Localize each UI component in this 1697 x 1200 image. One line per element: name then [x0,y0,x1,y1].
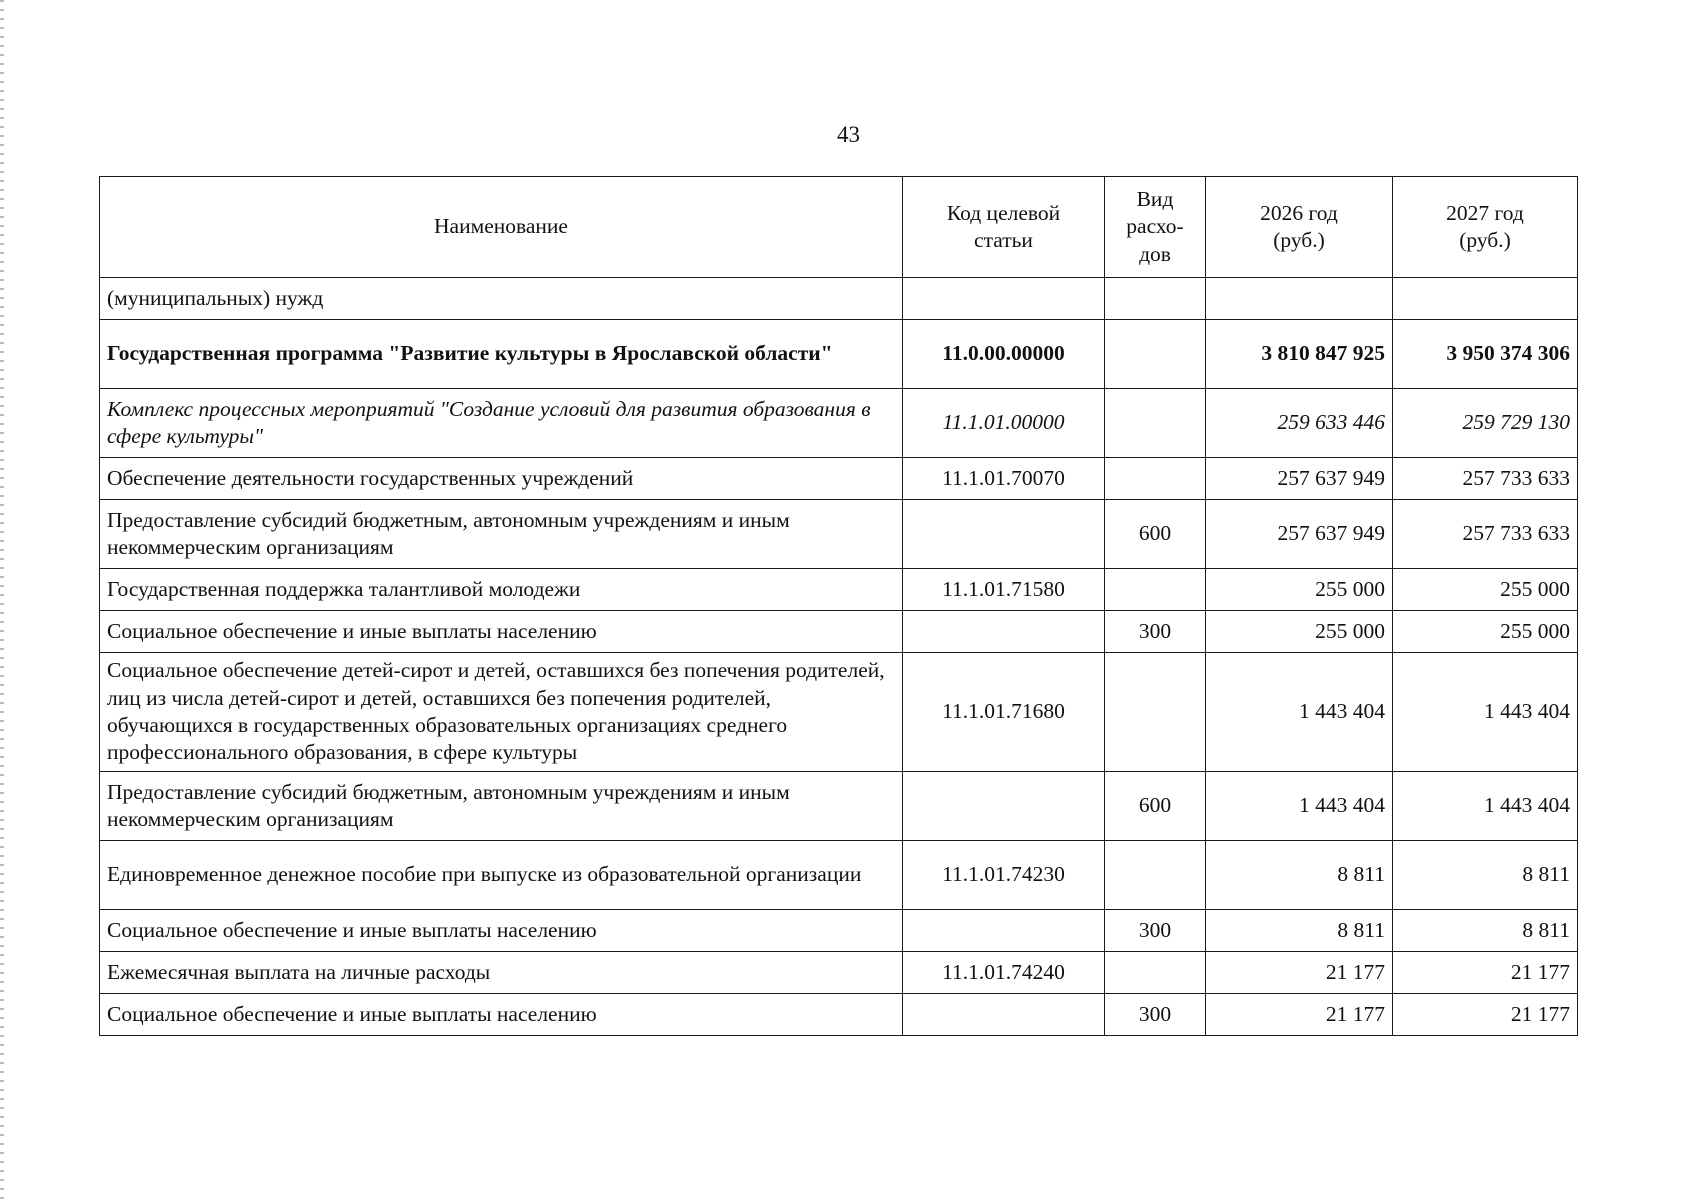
table-row [100,653,1578,772]
cell-name: Социальное обеспечение детей-сирот и детей, оставшихся без попечения родителей, лиц из числа детей-сирот и детей, оставшихся без попечения родителей, обучающихся в государственных образовательных организациях среднего профессионального образования, в сфере культуры [100,653,903,772]
cell-code [903,278,1105,320]
table-body [100,278,1578,1036]
cell-2026: 8 811 [1206,910,1393,952]
cell-vid: 600 [1105,500,1206,569]
cell-2026 [1206,278,1393,320]
cell-2027: 259 729 130 [1393,389,1578,458]
cell-name: Ежемесячная выплата на личные расходы [100,952,903,994]
cell-2026: 3 810 847 925 [1206,320,1393,389]
cell-code [903,994,1105,1036]
cell-2026: 259 633 446 [1206,389,1393,458]
cell-name: Предоставление субсидий бюджетным, автономным учреждениям и иным некоммерческим организациям [100,772,903,841]
cell-2026: 8 811 [1206,841,1393,910]
cell-vid [1105,389,1206,458]
cell-code [903,910,1105,952]
cell-vid: 300 [1105,611,1206,653]
cell-2026: 255 000 [1206,611,1393,653]
cell-vid [1105,952,1206,994]
cell-vid [1105,458,1206,500]
table-row [100,389,1578,458]
cell-name: Социальное обеспечение и иные выплаты населению [100,994,903,1036]
cell-name: (муниципальных) нужд [100,278,903,320]
table-row [100,569,1578,611]
table-row [100,841,1578,910]
cell-name: Обеспечение деятельности государственных учреждений [100,458,903,500]
cell-2027: 257 733 633 [1393,458,1578,500]
table-row [100,772,1578,841]
cell-name: Комплекс процессных мероприятий "Создание условий для развития образования в сфере культуры" [100,389,903,458]
table-row [100,952,1578,994]
cell-name: Государственная поддержка талантливой молодежи [100,569,903,611]
cell-2027: 257 733 633 [1393,500,1578,569]
cell-2026: 21 177 [1206,994,1393,1036]
header-name: Наименование [100,177,903,278]
cell-code [903,500,1105,569]
cell-2026: 21 177 [1206,952,1393,994]
cell-2027: 21 177 [1393,994,1578,1036]
cell-vid: 300 [1105,994,1206,1036]
cell-code: 11.0.00.00000 [903,320,1105,389]
table-row [100,500,1578,569]
cell-vid: 600 [1105,772,1206,841]
cell-code [903,611,1105,653]
cell-2027: 255 000 [1393,611,1578,653]
cell-vid: 300 [1105,910,1206,952]
cell-vid [1105,653,1206,772]
cell-code: 11.1.01.71680 [903,653,1105,772]
cell-2027 [1393,278,1578,320]
cell-code [903,772,1105,841]
cell-code: 11.1.01.74230 [903,841,1105,910]
header-2027: 2027 год (руб.) [1393,177,1578,278]
header-vid: Вид расхо-дов [1105,177,1206,278]
cell-code: 11.1.01.00000 [903,389,1105,458]
cell-vid [1105,320,1206,389]
cell-2027: 3 950 374 306 [1393,320,1578,389]
cell-name: Государственная программа "Развитие культуры в Ярославской области" [100,320,903,389]
cell-name: Социальное обеспечение и иные выплаты населению [100,611,903,653]
cell-2026: 1 443 404 [1206,772,1393,841]
table-row [100,320,1578,389]
table-header-row [100,177,1578,278]
cell-2026: 257 637 949 [1206,458,1393,500]
cell-2026: 255 000 [1206,569,1393,611]
table-row [100,994,1578,1036]
table-row [100,458,1578,500]
cell-2027: 8 811 [1393,910,1578,952]
cell-code: 11.1.01.74240 [903,952,1105,994]
cell-vid [1105,278,1206,320]
cell-2027: 1 443 404 [1393,653,1578,772]
page-number: 43 [837,122,860,147]
header-2026: 2026 год (руб.) [1206,177,1393,278]
cell-vid [1105,841,1206,910]
cell-2027: 21 177 [1393,952,1578,994]
cell-code: 11.1.01.70070 [903,458,1105,500]
cell-name: Предоставление субсидий бюджетным, автономным учреждениям и иным некоммерческим организациям [100,500,903,569]
cell-2027: 1 443 404 [1393,772,1578,841]
cell-name: Единовременное денежное пособие при выпуске из образовательной организации [100,841,903,910]
header-code: Код целевой статьи [903,177,1105,278]
cell-2027: 255 000 [1393,569,1578,611]
cell-2026: 1 443 404 [1206,653,1393,772]
cell-2027: 8 811 [1393,841,1578,910]
scan-edge-marks [0,0,4,1200]
budget-table [99,176,1578,1036]
table-row [100,611,1578,653]
table-row [100,910,1578,952]
cell-name: Социальное обеспечение и иные выплаты населению [100,910,903,952]
cell-code: 11.1.01.71580 [903,569,1105,611]
cell-2026: 257 637 949 [1206,500,1393,569]
cell-vid [1105,569,1206,611]
table-row [100,278,1578,320]
